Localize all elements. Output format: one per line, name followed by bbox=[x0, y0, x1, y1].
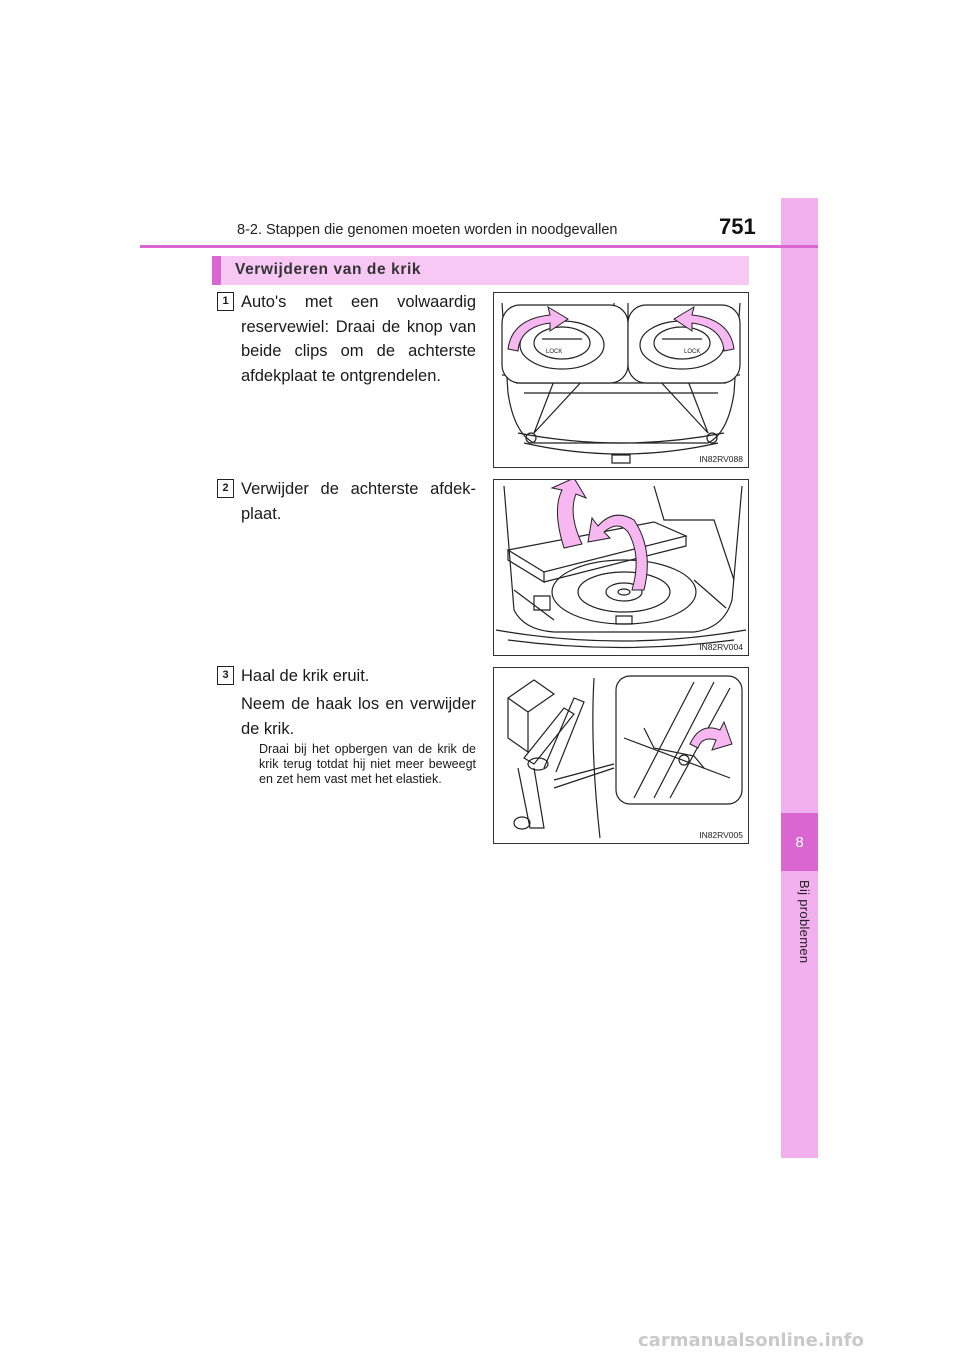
figure-code-3: IN82RV005 bbox=[699, 830, 743, 840]
page-number: 751 bbox=[719, 214, 756, 239]
section-title: Verwijderen van de krik bbox=[235, 261, 422, 278]
step-3-subtext: Neem de haak los en verwijder de krik. bbox=[241, 695, 476, 738]
jack-removal-illustration bbox=[494, 668, 748, 843]
section-heading-bar bbox=[212, 256, 749, 285]
chapter-number: 8 bbox=[781, 813, 818, 871]
step-3-text: Haal de krik eruit. bbox=[241, 667, 370, 685]
step-2-text: Verwijder de achterste afdek-plaat. bbox=[241, 480, 476, 523]
step-number-2: 2 bbox=[217, 479, 234, 498]
chapter-label: Bij problemen bbox=[797, 880, 812, 964]
trunk-clips-illustration bbox=[494, 293, 748, 467]
step-3-note: Draai bij het opbergen van de krik de krik terug totdat hij niet meer beweegt en zet hem vast met het elastiek. bbox=[259, 742, 476, 786]
step-number-3: 3 bbox=[217, 666, 234, 685]
figure-code-2: IN82RV004 bbox=[699, 642, 743, 652]
figure-code-1: IN82RV088 bbox=[699, 454, 743, 464]
chapter-side-tab bbox=[781, 198, 818, 1158]
lock-label-left: LOCK bbox=[546, 349, 563, 355]
cover-removal-illustration bbox=[494, 480, 748, 655]
figure-trunk-clips bbox=[493, 292, 749, 468]
header-rule bbox=[140, 245, 818, 248]
figure-jack-removal bbox=[493, 667, 749, 844]
step-number-1: 1 bbox=[217, 292, 234, 311]
header-section-title: 8-2. Stappen die genomen moeten worden in noodgevallen bbox=[237, 222, 618, 238]
step-1-text: Auto's met een volwaardig reservewiel: Draai de knop van beide clips om de achterste afdekplaat te ontgrendelen. bbox=[241, 293, 476, 385]
figure-remove-cover bbox=[493, 479, 749, 656]
watermark: carmanualsonline.info bbox=[638, 1330, 864, 1351]
lock-label-right: LOCK bbox=[684, 349, 701, 355]
